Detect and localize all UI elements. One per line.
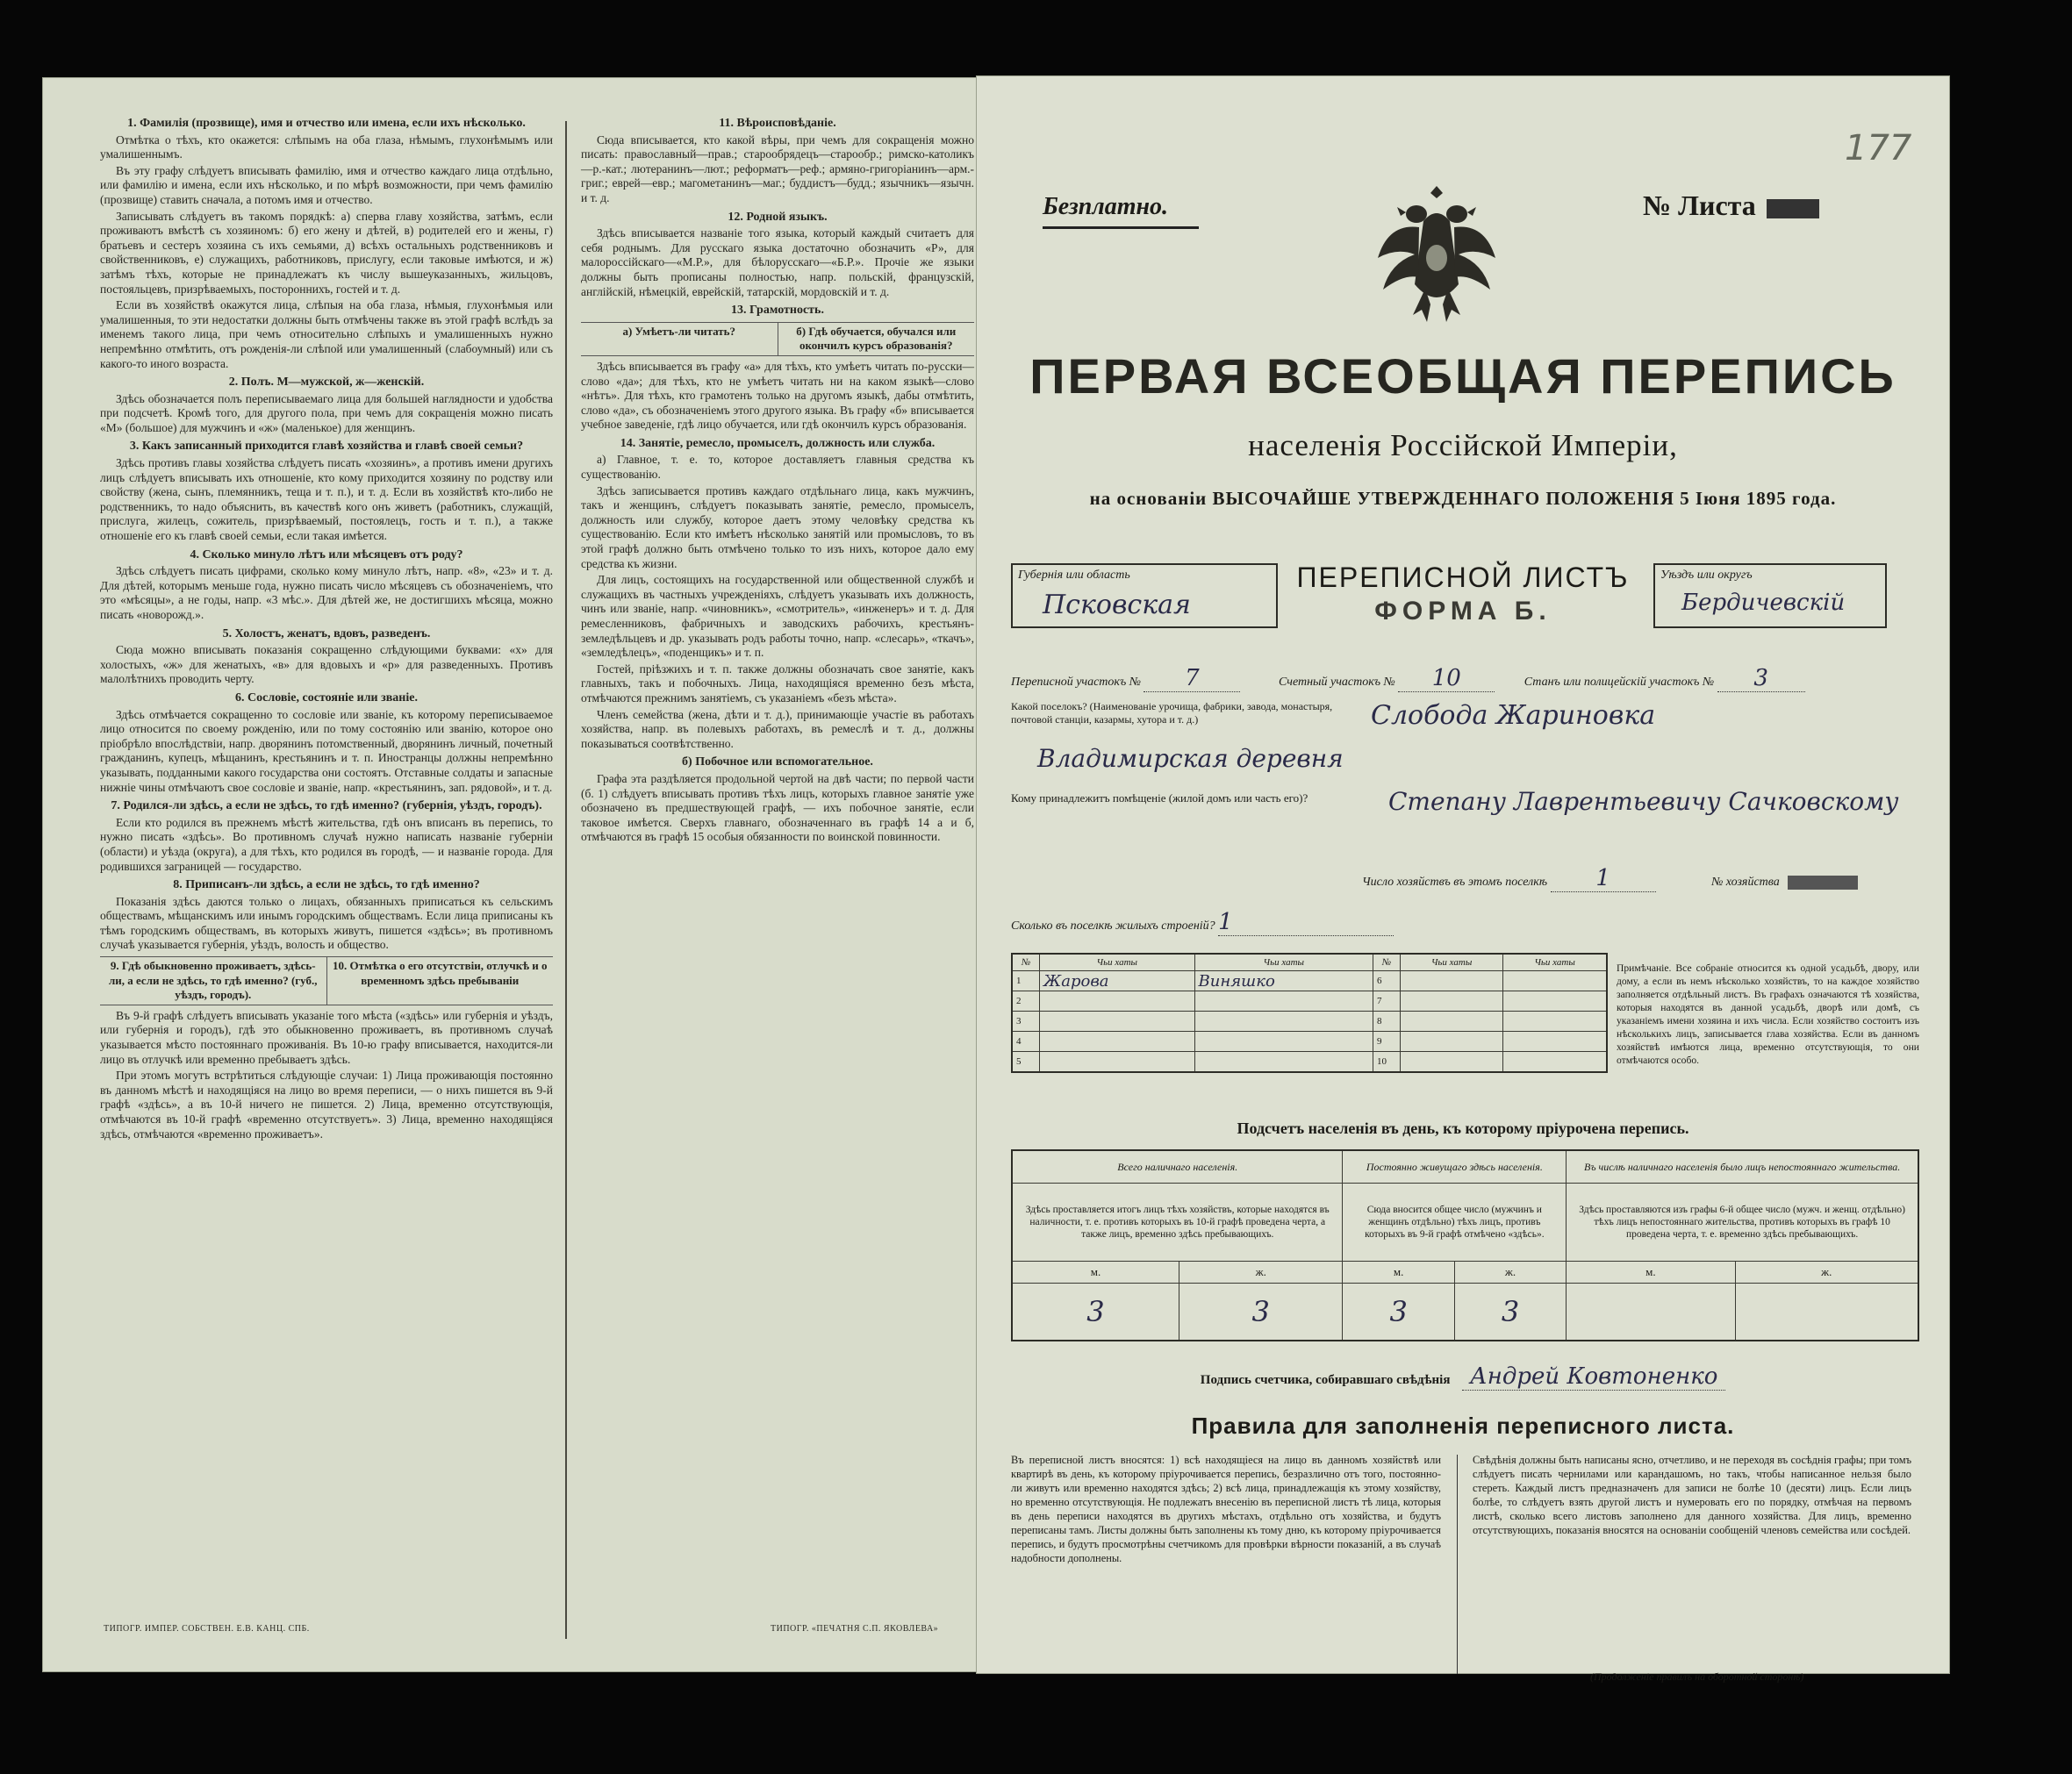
settlement-value: Слобода Жариновка <box>1371 700 1656 731</box>
section-paragraph: Если кто родился въ прежнемъ мѣстѣ жительства, гдѣ онъ вписанъ въ перепись, то нужно писать «здѣсь». Во противномъ случаѣ нужно написать названіе губерніи (области) и уѣзда (округа), а для тѣхъ, кто родился въ городѣ, — и названіе города. Для родившихся заграницей — государство. <box>100 815 553 873</box>
census-subtitle: населенія Россійской Имперіи, <box>1248 428 1678 462</box>
rules-title: Правила для заполненія переписного листа. <box>1191 1413 1735 1439</box>
households-label: Число хозяйствъ въ этомъ поселкѣ <box>1362 876 1548 889</box>
section-heading: 3. Какъ записанный приходится главѣ хозяйства и главѣ своей семьи? <box>129 440 524 454</box>
table-cell <box>1400 1012 1502 1032</box>
section-paragraph: Графа эта раздѣляется продольной чертой на двѣ части; по первой части (б. 1) слѣдуетъ вписывать противъ тѣхъ лицъ, которыхъ главное занятіе уже обозначено въ предшествующей графѣ, — ихъ побочное занятіе, если таковое имѣется. Сверхъ главнаго, обозначеннаго въ графѣ 14 а и б, отмѣчаются въ графѣ 15 особыя обязанности по воинской повинности. <box>581 771 974 844</box>
count-col-present-desc: Здѣсь проставляется итогъ лицъ тѣхъ хозяйствъ, которые находятся въ наличности, т. е. противъ которыхъ въ 10-й графѣ проведена черта, а также лицъ, временно здѣсь пребывающихъ. <box>1012 1184 1343 1262</box>
province-value: Псковская <box>1043 590 1191 620</box>
section-paragraph: а) Главное, т. е. то, которое доставляетъ главныя средства къ существованію. <box>581 453 974 482</box>
owner-label: Кому принадлежитъ помѣщеніе (жилой домъ или часть его)? <box>1011 791 1308 805</box>
section-paragraph: Здѣсь противъ главы хозяйства слѣдуетъ писать «хозяинъ», а противъ имени другихъ лицъ слѣдуетъ вписывать ихъ отношеніе, кто кому приходится хозяину по родству или свойству (жена, сынъ, племянникъ, теща и т. п.), и т. д. Если въ хозяйствѣ кто-либо не родственникъ, то надо объяснить, въ качествѣ кого онъ живетъ (работникъ, служащій, прислуга, жилецъ, сожитель, призрѣваемый, постоялецъ, гость и т. п.), а также отношеніе его къ главѣ своей семьи, если такая имѣется. <box>100 456 553 543</box>
province-box <box>1011 563 1278 628</box>
section-heading: 12. Родной языкъ. <box>728 210 828 224</box>
count-col-permanent-desc: Сюда вносится общее число (мужчинъ и женщинъ отдѣльно) тѣхъ лицъ, противъ которыхъ въ 9-й графѣ отмѣчено «здѣсь». <box>1343 1184 1567 1262</box>
census-precinct-value: 7 <box>1144 665 1240 692</box>
section-paragraph: Для лицъ, состоящихъ на государственной или общественной службѣ и служащихъ въ частныхъ учрежденіяхъ, слѣдуетъ указывать ихъ должность, чинъ или званіе, напр. «чиновникъ», «смотритель», «инженеръ» и т. д. Для ремесленниковъ, фабричныхъ и заводскихъ рабочихъ, крестьянъ-земледѣльцевъ и др. указывать родъ работы точно, напр. «слесарь», «ткачъ», «земледѣлецъ», «поденщикъ» и т. п. <box>581 573 974 660</box>
table-cell <box>1503 1052 1607 1073</box>
table-cell <box>1400 1052 1502 1073</box>
section-heading: 9. Гдѣ обыкновенно проживаетъ, здѣсь-ли, а если не здѣсь, то гдѣ именно? (губ., уѣздъ, городъ). <box>108 959 318 1002</box>
section-heading: 2. Полъ. М—мужской, ж—женскій. <box>228 376 425 390</box>
district-label: Уѣздъ или округъ <box>1660 569 1753 582</box>
table-cell: 1 <box>1012 971 1040 991</box>
section-paragraph: Въ 9-й графѣ слѣдуетъ вписывать указаніе того мѣста («здѣсь» или губернія и уѣздъ, или губернія и городъ), гдѣ это обыкновенно проживаетъ, въ противномъ случаѣ указывается мѣсто постояннаго проживанія. Въ 10-ю графу вписывается, находится-ли лицо въ отлучкѣ или временно пребываетъ здѣсь. <box>100 1008 553 1066</box>
census-title: ПЕРВАЯ ВСЕОБЩАЯ ПЕРЕПИСЬ <box>1029 348 1896 404</box>
district-value: Бердичевскій <box>1681 590 1846 616</box>
table-cell: 10 <box>1373 1052 1400 1073</box>
buildings-label: Сколько въ поселкѣ жилыхъ строеній? <box>1011 919 1215 933</box>
count-temporary-male <box>1567 1284 1735 1341</box>
households-table <box>1011 953 1608 1073</box>
table-row <box>1012 991 1607 1012</box>
table-cell <box>1040 991 1195 1012</box>
table-cell <box>1194 1012 1373 1032</box>
hh-col-no: № <box>1012 954 1040 971</box>
section-paragraph: Показанія здѣсь даются только о лицахъ, обязанныхъ приписаться къ сельскимъ обществамъ, мѣщанскимъ или инымъ городскимъ обществамъ. Если лица приписаны къ тѣмъ городскимъ обществамъ, въ которыхъ живутъ, пишется «здѣсь»; въ противномъ случаѣ указывается губернія, уѣздъ, волость и общество. <box>100 894 553 952</box>
table-cell <box>1194 1032 1373 1052</box>
table-cell: 2 <box>1012 991 1040 1012</box>
section-paragraph: Записывать слѣдуетъ въ такомъ порядкѣ: а) сперва главу хозяйства, затѣмъ, если проживаютъ вмѣстѣ съ хозяиномъ: б) его жену и дѣтей, в) родителей его и жены, г) братьевъ и сестеръ хозяина съ ихъ семьями, д) всѣхъ остальныхъ родственниковъ и свойственниковъ, е) служащихъ, работниковъ, прислугу, если таковые имѣются, и ж) затѣмъ тѣхъ, которые не принадлежатъ къ числу вышеуказанныхъ, жильцовъ, постояльцевъ, призрѣваемыхъ, постороннихъ, гостей и т. д. <box>100 209 553 296</box>
table-cell: Жарова <box>1040 971 1195 991</box>
census-form-page <box>976 75 1950 1683</box>
section-paragraph: При этомъ могутъ встрѣтиться слѣдующіе случаи: 1) Лица проживающія постоянно въ данномъ мѣстѣ и находящіяся на лицо во время переписи, — о нихъ пишется въ 9-й графѣ «здѣсь», а въ 10-й ничего не пишется. 2) Лица, временно отсутствующія, отмѣчаются въ 10-й графѣ «временно отсутствуетъ». 3) Лица, временно находящіяся здѣсь, отмѣчаются «временно проживаетъ». <box>100 1069 553 1141</box>
form-title: ПЕРЕПИСНОЙ ЛИСТЪ <box>1296 562 1630 593</box>
table-cell: 4 <box>1012 1032 1040 1052</box>
table-row <box>1012 1012 1607 1032</box>
table-cell: 6 <box>1373 971 1400 991</box>
table-cell: 3 <box>1012 1012 1040 1032</box>
signature-value: Андрей Ковтоненко <box>1462 1363 1725 1391</box>
district-box <box>1653 563 1887 628</box>
table-cell <box>1503 1012 1607 1032</box>
section-heading: 4. Сколько минуло лѣтъ или мѣсяцевъ отъ роду? <box>190 547 463 562</box>
section-heading: 6. Сословіе, состояніе или званіе. <box>235 690 418 705</box>
section-paragraph: Здѣсь обозначается полъ переписываемаго лица для большей наглядности и удобства при подсчетѣ. Кромѣ того, для другого пола, при чемъ для сокращенія можно писать «М» (большое) для мужчинъ и «ж» (маленькое) для женщинъ. <box>100 391 553 434</box>
section-paragraph: Здѣсь вписывается въ графу «а» для тѣхъ, кто умѣетъ читать по-русски—слово «да»; для тѣхъ, кто не умѣетъ читать ни на каком языкѣ—слово «нѣтъ». Для тѣхъ, кто грамотенъ только на другомъ языкѣ, дабы отмѣтить, слово «да», съ обозначеніемъ этого другого языка. Въ графу «б» вписывается учебное заведеніе, гдѣ лицо обучается, или гдѣ окончилъ курсъ образованія. <box>581 359 974 432</box>
count-permanent-female: 3 <box>1454 1284 1566 1341</box>
sex-male-label: м. <box>1012 1262 1179 1284</box>
table-cell <box>1503 1032 1607 1052</box>
owner-value: Степану Лаврентьевичу Сачковскому <box>1388 787 1899 816</box>
residence-absence-headings <box>100 956 553 1005</box>
settlement-label: Какой поселокъ? (Наименованіе урочища, фабрики, завода, монастыря, почтовой станціи, казармы, хутора и т. д.) <box>1011 700 1333 726</box>
section-heading: 8. Приписанъ-ли здѣсь, а если не здѣсь, то гдѣ именно? <box>173 878 480 892</box>
count-present-female: 3 <box>1179 1284 1343 1341</box>
table-cell: 5 <box>1012 1052 1040 1073</box>
province-label: Губернія или область <box>1018 569 1130 582</box>
sheet-number-redaction <box>1767 199 1819 218</box>
table-cell: 8 <box>1373 1012 1400 1032</box>
table-cell <box>1040 1012 1195 1032</box>
sex-female-label: ж. <box>1735 1262 1918 1284</box>
household-number-label: № хозяйства <box>1711 876 1780 889</box>
free-of-charge-label: Безплатно. <box>1043 193 1169 220</box>
column-divider <box>565 121 567 1639</box>
printer-imprint-right: ТИПОГР. «ПЕЧАТНЯ С.П. ЯКОВЛЕВА» <box>771 1624 939 1634</box>
counting-precinct-label: Счетный участокъ № <box>1278 676 1395 689</box>
section-paragraph: Сюда можно вписывать показанія сокращенно слѣдующими буквами: «х» для холостыхъ, «ж» для женатыхъ, «в» для вдовыхъ и «р» для разведенныхъ. Противъ малолѣтнихъ проводить черту. <box>100 643 553 686</box>
table-row <box>1012 1052 1607 1073</box>
section-paragraph: Здѣсь слѣдуетъ писать цифрами, сколько кому минуло лѣтъ, напр. «8», «23» и т. д. Для дѣтей, которымъ меньше года, нужно писать число мѣсяцевъ съ обозначеніемъ, что это «мѣсяцы», а не годы, напр. «3 мѣс.». Для дѣтей же, не достигшихъ мѣсяца, можно писать «новорожд.». <box>100 564 553 621</box>
section-paragraph: Здѣсь отмѣчается сокращенно то сословіе или званіе, къ которому переписываемое лицо относится по своему рожденію, или по тому состоянію или званію, которое оно пріобрѣло впослѣдствіи, напр. дворянинъ потомственный, дворянинъ личный, почетный гражданинъ, купецъ, мѣщанинъ, крестьянинъ и т. п. Иностранцы должны непремѣнно указывать, подданными какого государства они состоятъ. Отставные солдаты и запасные нижніе чины отмѣчаютъ свое сословіе и званіе, напр. «крестьянинъ, зап. рядовой», и т. д. <box>100 707 553 794</box>
section-paragraph: Сюда вписывается, кто какой вѣры, при чемъ для сокращенія можно писать: православный—прав.; старообрядецъ—старообр.; римско-католикъ—р.-кат.; лютеранинъ—лют.; реформатъ—реф.; армяно-григоріанинъ—арм.-григ.; еврей—евр.; магометанинъ—маг.; буддистъ—будд.; язычникъ—язычн. и т. д. <box>581 132 974 204</box>
settlement-value-continued: Владимирская деревня <box>1037 744 1344 773</box>
section-heading: 13. Грамотность. <box>731 304 824 318</box>
literacy-subheadings <box>581 322 974 356</box>
table-cell <box>1400 991 1502 1012</box>
free-label-underline <box>1043 226 1199 229</box>
section-heading: 1. Фамилія (прозвище), имя и отчество или имена, если ихъ нѣсколько. <box>127 117 526 130</box>
sex-male-label: м. <box>1567 1262 1735 1284</box>
households-table-header <box>1012 954 1607 971</box>
hh-col-owner: Чьи хаты <box>1400 954 1502 971</box>
buildings-row <box>1011 909 1915 936</box>
section-heading: б) Побочное или вспомогательное. <box>682 755 873 769</box>
rules-column-1: Въ переписной листъ вносятся: 1) всѣ находящіеся на лицо въ данномъ хозяйствѣ или квартирѣ въ день, къ которому пріурочивается перепись, безразлично отъ того, постоянно-ли живутъ или временно находятся здѣсь; 2) всѣ лица, принадлежащія къ этому хозяйству, но временно отсутствующія. Не подлежатъ внесенію въ переписной листъ тѣ лица, которыя въ день переписи находятся въ другихъ мѣстахъ, отдѣльно отъ хозяйства, и будутъ переписаны тамъ. Листы должны быть заполнены къ тому дню, къ которому пріурочивается перепись, и будутъ просмотрѣны счетчикомъ для провѣрки вѣрности показаній, а въ случаѣ надобности дополнены. <box>1011 1454 1441 1564</box>
households-row <box>1011 865 1915 892</box>
rules-continued-note: (Продолженіе правилъ на оборотной сторонѣ) <box>1590 1670 1804 1683</box>
section-heading: а) Умѣетъ-ли читать? <box>622 324 736 338</box>
precinct-row <box>1011 665 1915 692</box>
section-heading: 7. Родился-ли здѣсь, а если не здѣсь, то гдѣ именно? (губернія, уѣздъ, городъ). <box>111 799 542 813</box>
left-instruction-page <box>42 77 983 1672</box>
folio-number: 177 <box>1845 128 1912 168</box>
section-paragraph: Отмѣтка о тѣхъ, кто окажется: слѣпымъ на оба глаза, нѣмымъ, глухонѣмымъ или умалишеннымъ. <box>100 132 553 161</box>
police-precinct-value: 3 <box>1717 665 1805 692</box>
table-cell <box>1040 1052 1195 1073</box>
table-cell <box>1503 971 1607 991</box>
table-cell <box>1400 1032 1502 1052</box>
count-col-temporary-head: Въ числѣ наличнаго населенія было лицъ непостояннаго жительства. <box>1567 1150 1918 1184</box>
table-cell <box>1503 991 1607 1012</box>
sex-female-label: ж. <box>1454 1262 1566 1284</box>
double-headed-eagle-icon <box>1371 179 1502 328</box>
section-paragraph: Въ эту графу слѣдуетъ вписывать фамилію, имя и отчество каждаго лица отдѣльно, или фамилію и имена, если ихъ нѣсколько, и по мѣрѣ возможности, при чемъ фамилію (прозвище) ставить сначала, а потомъ имя и отчество. <box>100 163 553 206</box>
section-paragraph: Здѣсь записывается противъ каждаго отдѣльнаго лица, какъ мужчинъ, такъ и женщинъ, слѣдуетъ показывать занятіе, ремесло, промыселъ, должность или службу, которое даетъ этому человѣку средства къ существованію. Если кто имѣетъ нѣсколько занятій или промысловъ, то въ этой графѣ должно быть отмѣчено только то изъ нихъ, которое дало ему средства къ жизни. <box>581 483 974 570</box>
section-heading: 5. Холостъ, женатъ, вдовъ, разведенъ. <box>222 626 431 640</box>
population-count-heading: Подсчетъ населенія въ день, къ которому пріурочена перепись. <box>1237 1119 1689 1137</box>
instructions-column-2 <box>581 112 974 847</box>
households-value: 1 <box>1551 865 1656 892</box>
section-paragraph: Членъ семейства (жена, дѣти и т. д.), принимающіе участіе въ работахъ хозяйства, напр. въ полевыхъ работахъ, въ ремеслѣ и т. д., должны показываться соотвѣтственно. <box>581 707 974 750</box>
households-note: Примѣчаніе. Все собраніе относится къ одной усадьбѣ, двору, или дому, а если въ немъ нѣсколько хозяйствъ, то на каждое хозяйство заполняется отдѣльный листъ. Въ графахъ означаются тѣ хозяйства, которыя находятся въ данной усадьбѣ, дворѣ или домѣ, съ указаніемъ имени хозяина и ихъ числа. Если хозяйство состоитъ изъ нѣсколькихъ лицъ, записывается глава хозяйства. Если въ данномъ хозяйствѣ имѣются лица, временно отсутствующія, то они отмѣчаются особо. <box>1617 962 1919 1066</box>
count-col-temporary-desc: Здѣсь проставляются изъ графы 6-й общее число (мужч. и женщ. отдѣльно) тѣхъ лицъ непостояннаго жительства, противъ которыхъ въ графѣ 10 проведена черта, т. е. временно здѣсь пребывающихъ. <box>1567 1184 1918 1262</box>
instructions-column-1 <box>100 112 553 1143</box>
table-cell <box>1040 1032 1195 1052</box>
count-col-present-head: Всего наличнаго населенія. <box>1012 1150 1343 1184</box>
table-cell <box>1194 1052 1373 1073</box>
count-col-permanent-head: Постоянно живущаго здѣсь населенія. <box>1343 1150 1567 1184</box>
buildings-value: 1 <box>1218 909 1394 936</box>
count-permanent-male: 3 <box>1343 1284 1454 1341</box>
section-heading: 11. Вѣроисповѣданіе. <box>719 117 836 130</box>
sex-male-label: м. <box>1343 1262 1454 1284</box>
hh-col-owner: Чьи хаты <box>1194 954 1373 971</box>
table-cell <box>1400 971 1502 991</box>
table-cell <box>1194 991 1373 1012</box>
section-paragraph: Здѣсь вписывается названіе того языка, который каждый считаетъ для себя роднымъ. Для русскаго языка достаточно обозначить «Р», для малороссійскаго—«М.Р.», для бѣлорусскаго—«Б.Р.». Прочіе же языки должны быть прописаны полностью, напр. польскій, французскій, англійскій, нѣмецкій, еврейскій, татарскій, мордовскій и т. д. <box>581 226 974 298</box>
table-cell: 7 <box>1373 991 1400 1012</box>
household-number-redaction <box>1788 876 1858 890</box>
sheet-number-text: № Листа <box>1643 190 1756 221</box>
enumerator-signature-row <box>1011 1363 1915 1391</box>
section-paragraph: Гостей, пріѣзжихъ и т. п. также должны обозначать свое занятіе, какъ главныхъ, такъ и побочныхъ. Лица, находящіяся временно безъ мѣста, отмѣчаются прежнимъ занятіемъ, съ указаніемъ «безъ мѣста». <box>581 662 974 705</box>
population-count-table <box>1011 1149 1919 1341</box>
count-temporary-female <box>1735 1284 1918 1341</box>
rules-column-2: Свѣдѣнія должны быть написаны ясно, отчетливо, и не переходя въ сосѣднія графы; при томъ слѣдуетъ писать чернилами или карандашомъ, но такъ, чтобы написанное нельзя было стереть. Каждый листъ предназначенъ для записи не болѣе 10 (десяти) лицъ. Если лицъ болѣе, то слѣдуетъ взять другой листъ и нумеровать его по порядку, отмѣчая на первомъ листѣ, сколько всего листовъ заполнено для данного хозяйства. Для лицъ, временно отсутствующихъ, показанія вносятся на основаніи сообщеній членовъ семейства или сосѣдей. <box>1473 1454 1911 1536</box>
printer-imprint-left: ТИПОГР. ИМПЕР. СОБСТВЕН. Е.В. КАНЦ. СПБ. <box>104 1624 310 1634</box>
census-precinct-label: Переписной участокъ № <box>1011 676 1141 689</box>
legal-basis-line: на основаніи ВЫСОЧАЙШЕ УТВЕРЖДЕННАГО ПОЛОЖЕНІЯ 5 Іюня 1895 года. <box>1089 488 1837 509</box>
count-present-male: 3 <box>1012 1284 1179 1341</box>
section-heading: 14. Занятіе, ремесло, промыселъ, должность или служба. <box>620 436 936 450</box>
hh-col-owner: Чьи хаты <box>1040 954 1195 971</box>
section-heading: 10. Отмѣтка о его отсутствіи, отлучкѣ и о временномъ здѣсь пребываніи <box>326 957 554 1005</box>
counting-precinct-value: 10 <box>1398 665 1495 692</box>
table-row <box>1012 971 1607 991</box>
section-heading: б) Гдѣ обучается, обучался или окончилъ курсъ образованія? <box>778 323 975 355</box>
hh-col-owner: Чьи хаты <box>1503 954 1607 971</box>
sex-female-label: ж. <box>1179 1262 1343 1284</box>
form-subtitle: ФОРМА Б. <box>1374 597 1552 626</box>
hh-col-no: № <box>1373 954 1400 971</box>
table-cell: Виняшко <box>1194 971 1373 991</box>
police-precinct-label: Станъ или полицейскій участокъ № <box>1524 676 1715 689</box>
table-row <box>1012 1032 1607 1052</box>
rules-divider <box>1457 1455 1458 1674</box>
signature-label: Подпись счетчика, собиравшаго свѣдѣнія <box>1200 1373 1451 1387</box>
table-cell: 9 <box>1373 1032 1400 1052</box>
sheet-number-label <box>1643 190 1819 222</box>
section-paragraph: Если въ хозяйствѣ окажутся лица, слѣпыя на оба глаза, нѣмыя, глухонѣмыя или умалишенныя, то эти недостатки должны быть отмѣчены также въ этой графѣ вслѣдъ за именемъ такого лица, при чемъ относительно слѣпыхъ и умалишенныхъ нужно непремѣнно отмѣтить, отъ рожденія-ли слѣпой или умалишенный (слабоумный) или съ какого-то иного возраста. <box>100 298 553 370</box>
